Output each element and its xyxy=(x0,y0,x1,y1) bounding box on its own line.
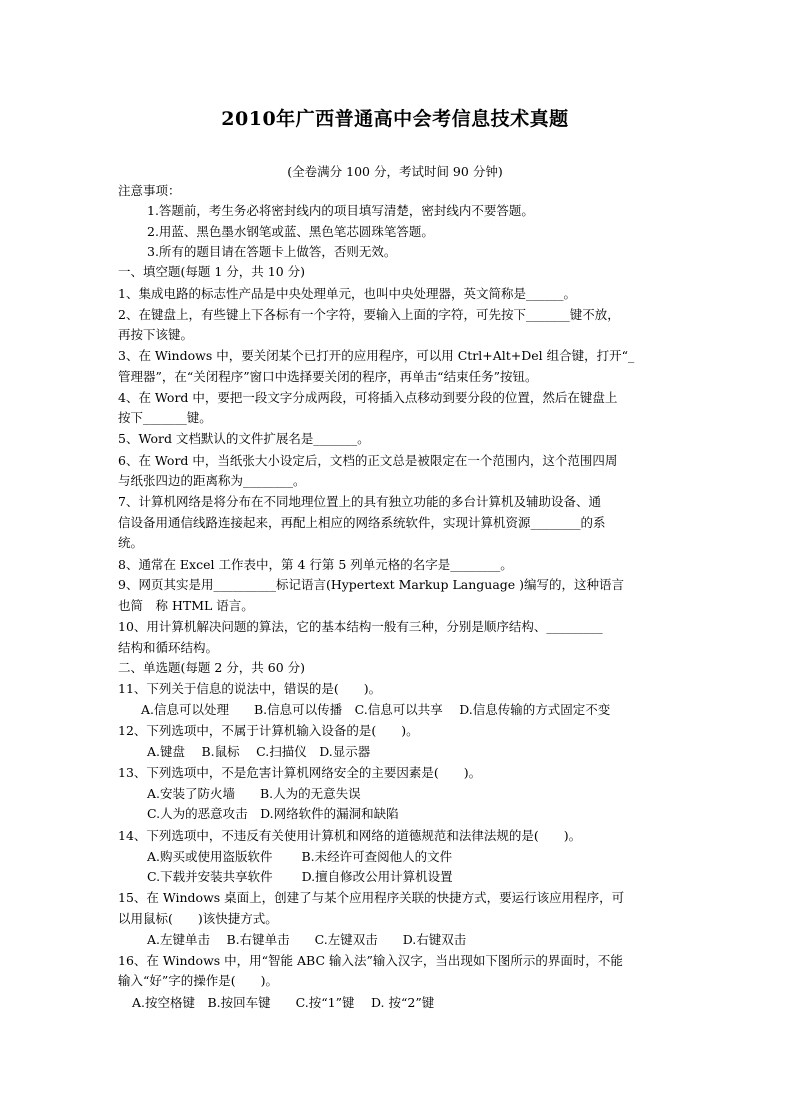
option-line: C.人为的恶意攻击 D.网络软件的漏洞和缺陷 xyxy=(147,806,399,821)
section-heading: 一、填空题(每题 1 分，共 10 分) xyxy=(118,264,306,279)
question-line: 2、在键盘上，有些键上下各标有一个字符，要输入上面的字符，可先按下_______键不放， xyxy=(118,307,620,322)
option-line: A.左键单击 B.右键单击 C.左键双击 D.右键双击 xyxy=(147,932,467,947)
question-line: 4、在 Word 中，要把一段文字分成两段，可将插入点移动到要分段的位置，然后在键盘上 xyxy=(118,390,618,405)
note-item: 3.所有的题目请在答题卡上做答，否则无效。 xyxy=(147,244,397,259)
option-line: A.安装了防火墙 B.人为的无意失误 xyxy=(147,786,361,801)
question-line: 11、下列关于信息的说法中，错误的是( )。 xyxy=(118,681,382,696)
question-line: 8、通常在 Excel 工作表中，第 4 行第 5 列单元格的名字是________。 xyxy=(118,557,513,572)
question-line: 结构和循环结构。 xyxy=(118,640,219,655)
option-line: A.信息可以处理 B.信息可以传播 C.信息可以共享 D.信息传输的方式固定不变 xyxy=(141,702,611,717)
page-subtitle: (全卷满分 100 分，考试时间 90 分钟) xyxy=(287,164,503,179)
question-line: 6、在 Word 中，当纸张大小设定后，文档的正文总是被限定在一个范围内，这个范围四周 xyxy=(118,453,618,468)
question-line: 与纸张四边的距离称为________。 xyxy=(118,473,306,488)
question-line: 按下_______键。 xyxy=(118,410,212,425)
question-line: 再按下该键。 xyxy=(118,327,194,342)
question-line: 7、计算机网络是将分布在不同地理位置上的具有独立功能的多台计算机及辅助设备、通 xyxy=(118,494,601,509)
question-line: 也简 称 HTML 语言。 xyxy=(118,598,254,613)
option-line: C.下载并安装共享软件 D.擅自修改公用计算机设置 xyxy=(147,869,453,884)
question-line: 以用鼠标( )该快捷方式。 xyxy=(118,911,278,926)
question-line: 13、下列选项中，不是危害计算机网络安全的主要因素是( )。 xyxy=(118,765,482,780)
question-line: 12、下列选项中，不属于计算机输入设备的是( )。 xyxy=(118,723,419,738)
question-line: 14、下列选项中，不违反有关使用计算机和网络的道德规范和法律法规的是( )。 xyxy=(118,828,582,843)
question-line: 3、在 Windows 中，要关闭某个已打开的应用程序，可以用 Ctrl+Alt+Del 组合键，打开“_ xyxy=(118,348,635,363)
question-line: 输入“好”字的操作是( )。 xyxy=(118,973,279,988)
option-line: A.购买或使用盗版软件 B.未经许可查阅他人的文件 xyxy=(147,849,453,864)
option-line: A.键盘 B.鼠标 C.扫描仪 D.显示器 xyxy=(147,744,371,759)
question-line: 信设备用通信线路连接起来，再配上相应的网络系统软件，实现计算机资源________的系 xyxy=(118,515,606,530)
question-line: 10、用计算机解决问题的算法，它的基本结构一般有三种，分别是顺序结构、_________ xyxy=(118,619,603,634)
question-line: 1、集成电路的标志性产品是中央处理单元，也叫中央处理器，英文简称是______。 xyxy=(118,286,576,301)
section-heading: 二、单选题(每题 2 分，共 60 分) xyxy=(118,660,306,675)
note-item: 1.答题前，考生务必将密封线内的项目填写清楚，密封线内不要答题。 xyxy=(147,203,534,218)
option-line: A.按空格键 B.按回车键 C.按“1”键 D. 按“2”键 xyxy=(132,995,435,1010)
page-title: 2010年广西普通高中会考信息技术真题 xyxy=(221,108,569,130)
question-line: 5、Word 文档默认的文件扩展名是_______。 xyxy=(118,431,370,446)
question-line: 15、在 Windows 桌面上，创建了与某个应用程序关联的快捷方式，要运行该应用程序，可 xyxy=(118,890,625,905)
question-line: 管理器”，在“关闭程序”窗口中选择要关闭的程序，再单击“结束任务”按钮。 xyxy=(118,369,538,384)
note-item: 2.用蓝、黑色墨水钢笔或蓝、黑色笔芯圆珠笔答题。 xyxy=(147,224,434,239)
notes-heading: 注意事项： xyxy=(118,183,181,198)
question-line: 16、在 Windows 中，用“智能 ABC 输入法”输入汉字，当出现如下图所示的界面时，不能 xyxy=(118,953,623,968)
question-line: 9、网页其实是用__________标记语言(Hypertext Markup Language )编写的，这种语言 xyxy=(118,577,625,592)
question-line: 统。 xyxy=(118,535,144,550)
